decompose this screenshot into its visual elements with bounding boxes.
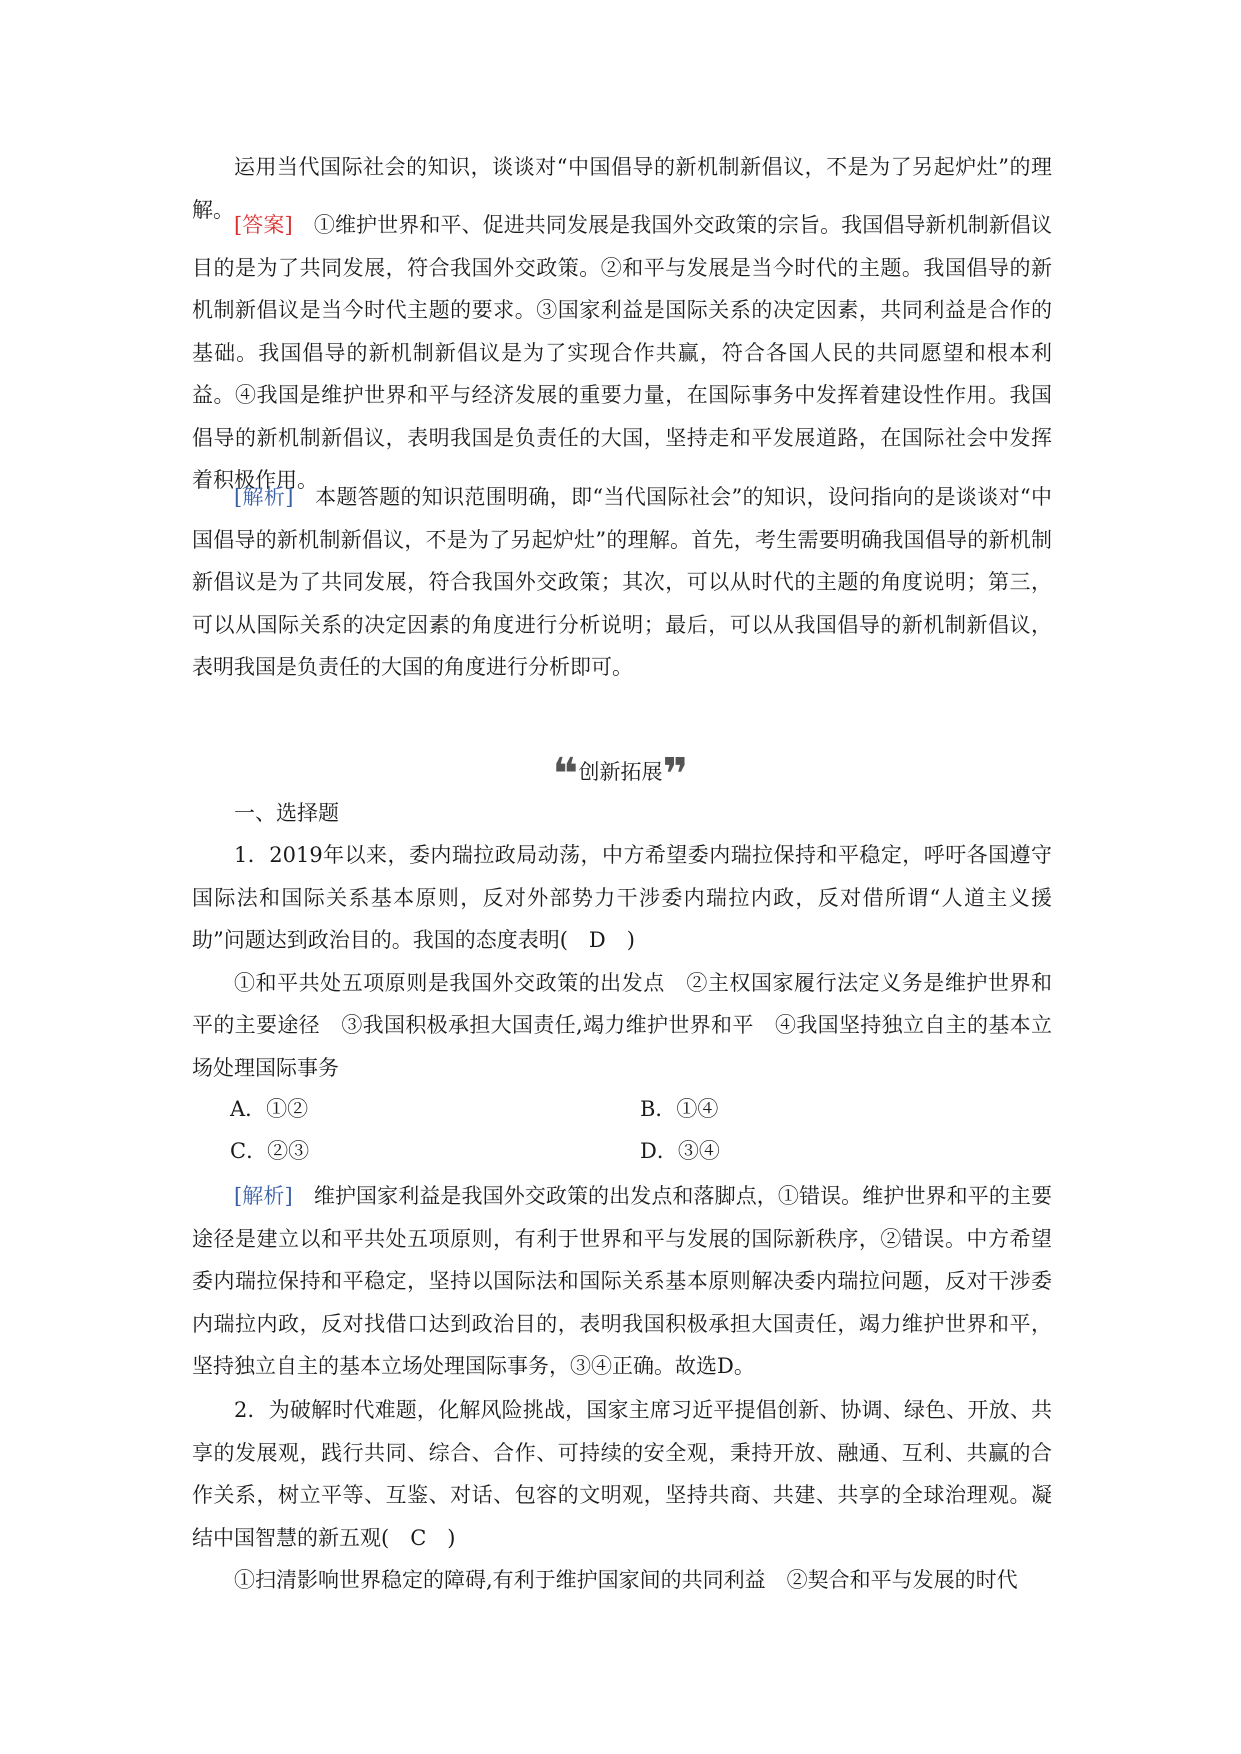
question-2-stem: 2．为破解时代难题，化解风险挑战，国家主席习近平提倡创新、协调、绿色、开放、共享的发展观，践行共同、综合、合作、可持续的安全观，秉持开放、融通、互利、共赢的合作关系，树立平等、互鉴、对话、包容的文明观，坚持共商、共建、共享的全球治理观。凝结中国智慧的新五观( C ) [192, 1398, 1052, 1550]
analysis-block-2 [192, 1175, 1052, 1388]
answer-tag: [答案] [234, 213, 293, 237]
option-c: C．②③ [230, 1139, 310, 1163]
part-heading [192, 792, 1052, 835]
analysis-text: 维护国家利益是我国外交政策的出发点和落脚点，①错误。维护世界和平的主要途径是建立以和平共处五项原则，有利于世界和平与发展的国际新秩序，②错误。中方希望委内瑞拉保持和平稳定，坚持以国际法和国际关系基本原则解决委内瑞拉问题，反对干涉委内瑞拉内政，反对找借口达到政治目的，表明我国积极承担大国责任，竭力维护世界和平，坚持独立自主的基本立场处理国际事务，③④正确。故选D。 [192, 1184, 1053, 1378]
analysis-block-1 [192, 476, 1052, 689]
question-1-stem: 1．2019年以来，委内瑞拉政局动荡，中方希望委内瑞拉保持和平稳定，呼吁各国遵守国际法和国际关系基本原则，反对外部势力干涉委内瑞拉内政，反对借所谓“人道主义援助”问题达到政治目的。我国的态度表明( D ) [192, 843, 1052, 952]
answer-text: ①维护世界和平、促进共同发展是我国外交政策的宗旨。我国倡导新机制新倡议目的是为了共同发展，符合我国外交政策。②和平与发展是当今时代的主题。我国倡导的新机制新倡议是当今时代主题的要求。③国家利益是国际关系的决定因素，共同利益是合作的基础。我国倡导的新机制新倡议是为了实现合作共赢，符合各国人民的共同愿望和根本利益。④我国是维护世界和平与经济发展的重要力量，在国际事务中发挥着建设性作用。我国倡导的新机制新倡议，表明我国是负责任的大国，坚持走和平发展道路，在国际社会中发挥着积极作用。 [192, 213, 1053, 492]
option-b: B．①④ [640, 1097, 719, 1121]
question-2-statements: ①扫清影响世界稳定的障碍,有利于维护国家间的共同利益 ②契合和平与发展的时代 [234, 1568, 1018, 1592]
close-quote-icon: ❞ [662, 749, 689, 800]
answer-block [192, 204, 1052, 502]
question-1 [192, 834, 1052, 1089]
open-quote-icon: ❝ [552, 749, 579, 800]
section-title-text: 创新拓展 [578, 760, 663, 784]
option-a: A．①② [230, 1097, 309, 1121]
question-1-statements: ①和平共处五项原则是我国外交政策的出发点 ②主权国家履行法定义务是维护世界和平的主要途径 ③我国积极承担大国责任,竭力维护世界和平 ④我国坚持独立自主的基本立场处理国际事务 [192, 970, 1052, 1080]
analysis-tag: [解析] [234, 1184, 293, 1208]
section-title [0, 749, 1241, 800]
analysis-tag: [解析] [234, 485, 294, 509]
option-d: D．③④ [640, 1139, 720, 1163]
part-heading-text: 一、选择题 [234, 801, 339, 825]
question-intro-text: 运用当代国际社会的知识，谈谈对“中国倡导的新机制新倡议，不是为了另起炉灶”的理解。 [192, 155, 1052, 222]
question-2 [192, 1389, 1052, 1602]
analysis-text: 本题答题的知识范围明确，即“当代国际社会”的知识，设问指向的是谈谈对“中国倡导的新机制新倡议，不是为了另起炉灶”的理解。首先，考生需要明确我国倡导的新机制新倡议是为了共同发展，符合我国外交政策；其次，可以从时代的主题的角度说明；第三，可以从国际关系的决定因素的角度进行分析说明；最后，可以从我国倡导的新机制新倡议，表明我国是负责任的大国的角度进行分析即可。 [192, 485, 1052, 679]
